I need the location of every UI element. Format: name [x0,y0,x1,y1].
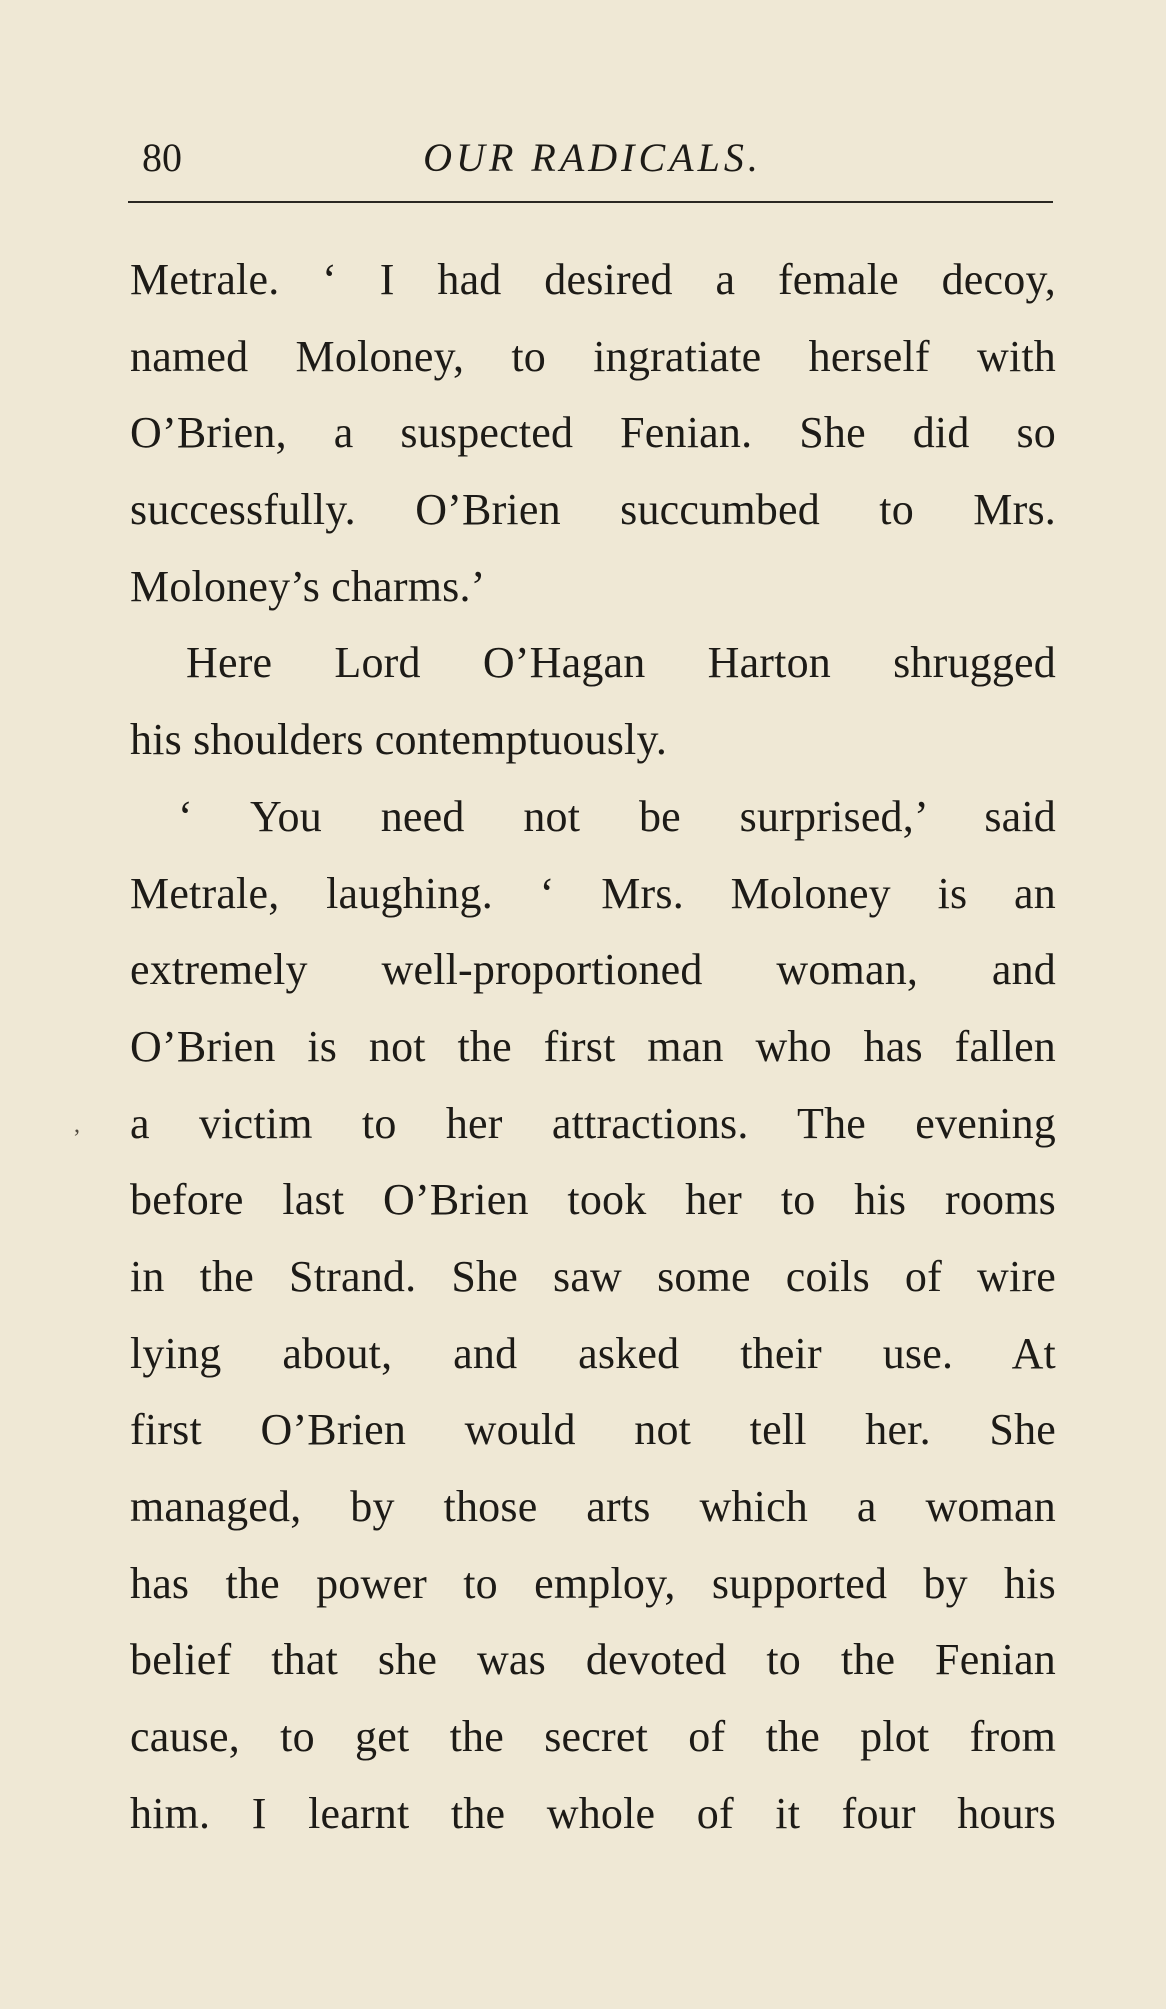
text-line-8: ‘ You need not be surprised,’ said [178,791,1056,841]
text-line-18: has the power to employ, supported by his [130,1558,1056,1608]
text-line-4: successfully. O’Brien succumbed to Mrs. [130,485,1056,535]
body-text [130,242,1056,1852]
text-line-12: a victim to her attractions. The evening [130,1098,1056,1148]
text-line-13: before last O’Brien took her to his rooms [130,1175,1056,1225]
text-line-1: Metrale. ‘ I had desired a female decoy, [130,255,1056,304]
text-line-14: in the Strand. She saw some coils of wire [130,1251,1056,1301]
text-line-21: him. I learnt the whole of it four hours [130,1788,1056,1838]
margin-mark: , [74,1112,80,1138]
text-line-5: Moloney’s charms.’ [130,561,486,611]
text-line-10: extremely well-proportioned woman, and [130,945,1056,995]
running-head [130,130,1055,190]
page-number: 80 [142,135,182,180]
text-line-2: named Moloney, to ingratiate herself with [130,331,1056,381]
text-line-15: lying about, and asked their use. At [130,1328,1056,1378]
text-line-16: first O’Brien would not tell her. She [130,1405,1056,1455]
running-title: OUR RADICALS. [423,135,762,180]
header-rule [128,201,1053,203]
text-line-19: belief that she was devoted to the Fenian [130,1635,1056,1685]
text-line-7: his shoulders contemptuously. [130,715,668,765]
text-line-9: Metrale, laughing. ‘ Mrs. Moloney is an [130,868,1056,918]
text-line-3: O’Brien, a suspected Fenian. She did so [130,408,1056,458]
text-line-11: O’Brien is not the first man who has fallen [130,1021,1056,1071]
text-line-20: cause, to get the secret of the plot from [130,1712,1056,1762]
text-line-17: managed, by those arts which a woman [130,1482,1056,1531]
text-line-6: Here Lord O’Hagan Harton shrugged [186,638,1056,688]
